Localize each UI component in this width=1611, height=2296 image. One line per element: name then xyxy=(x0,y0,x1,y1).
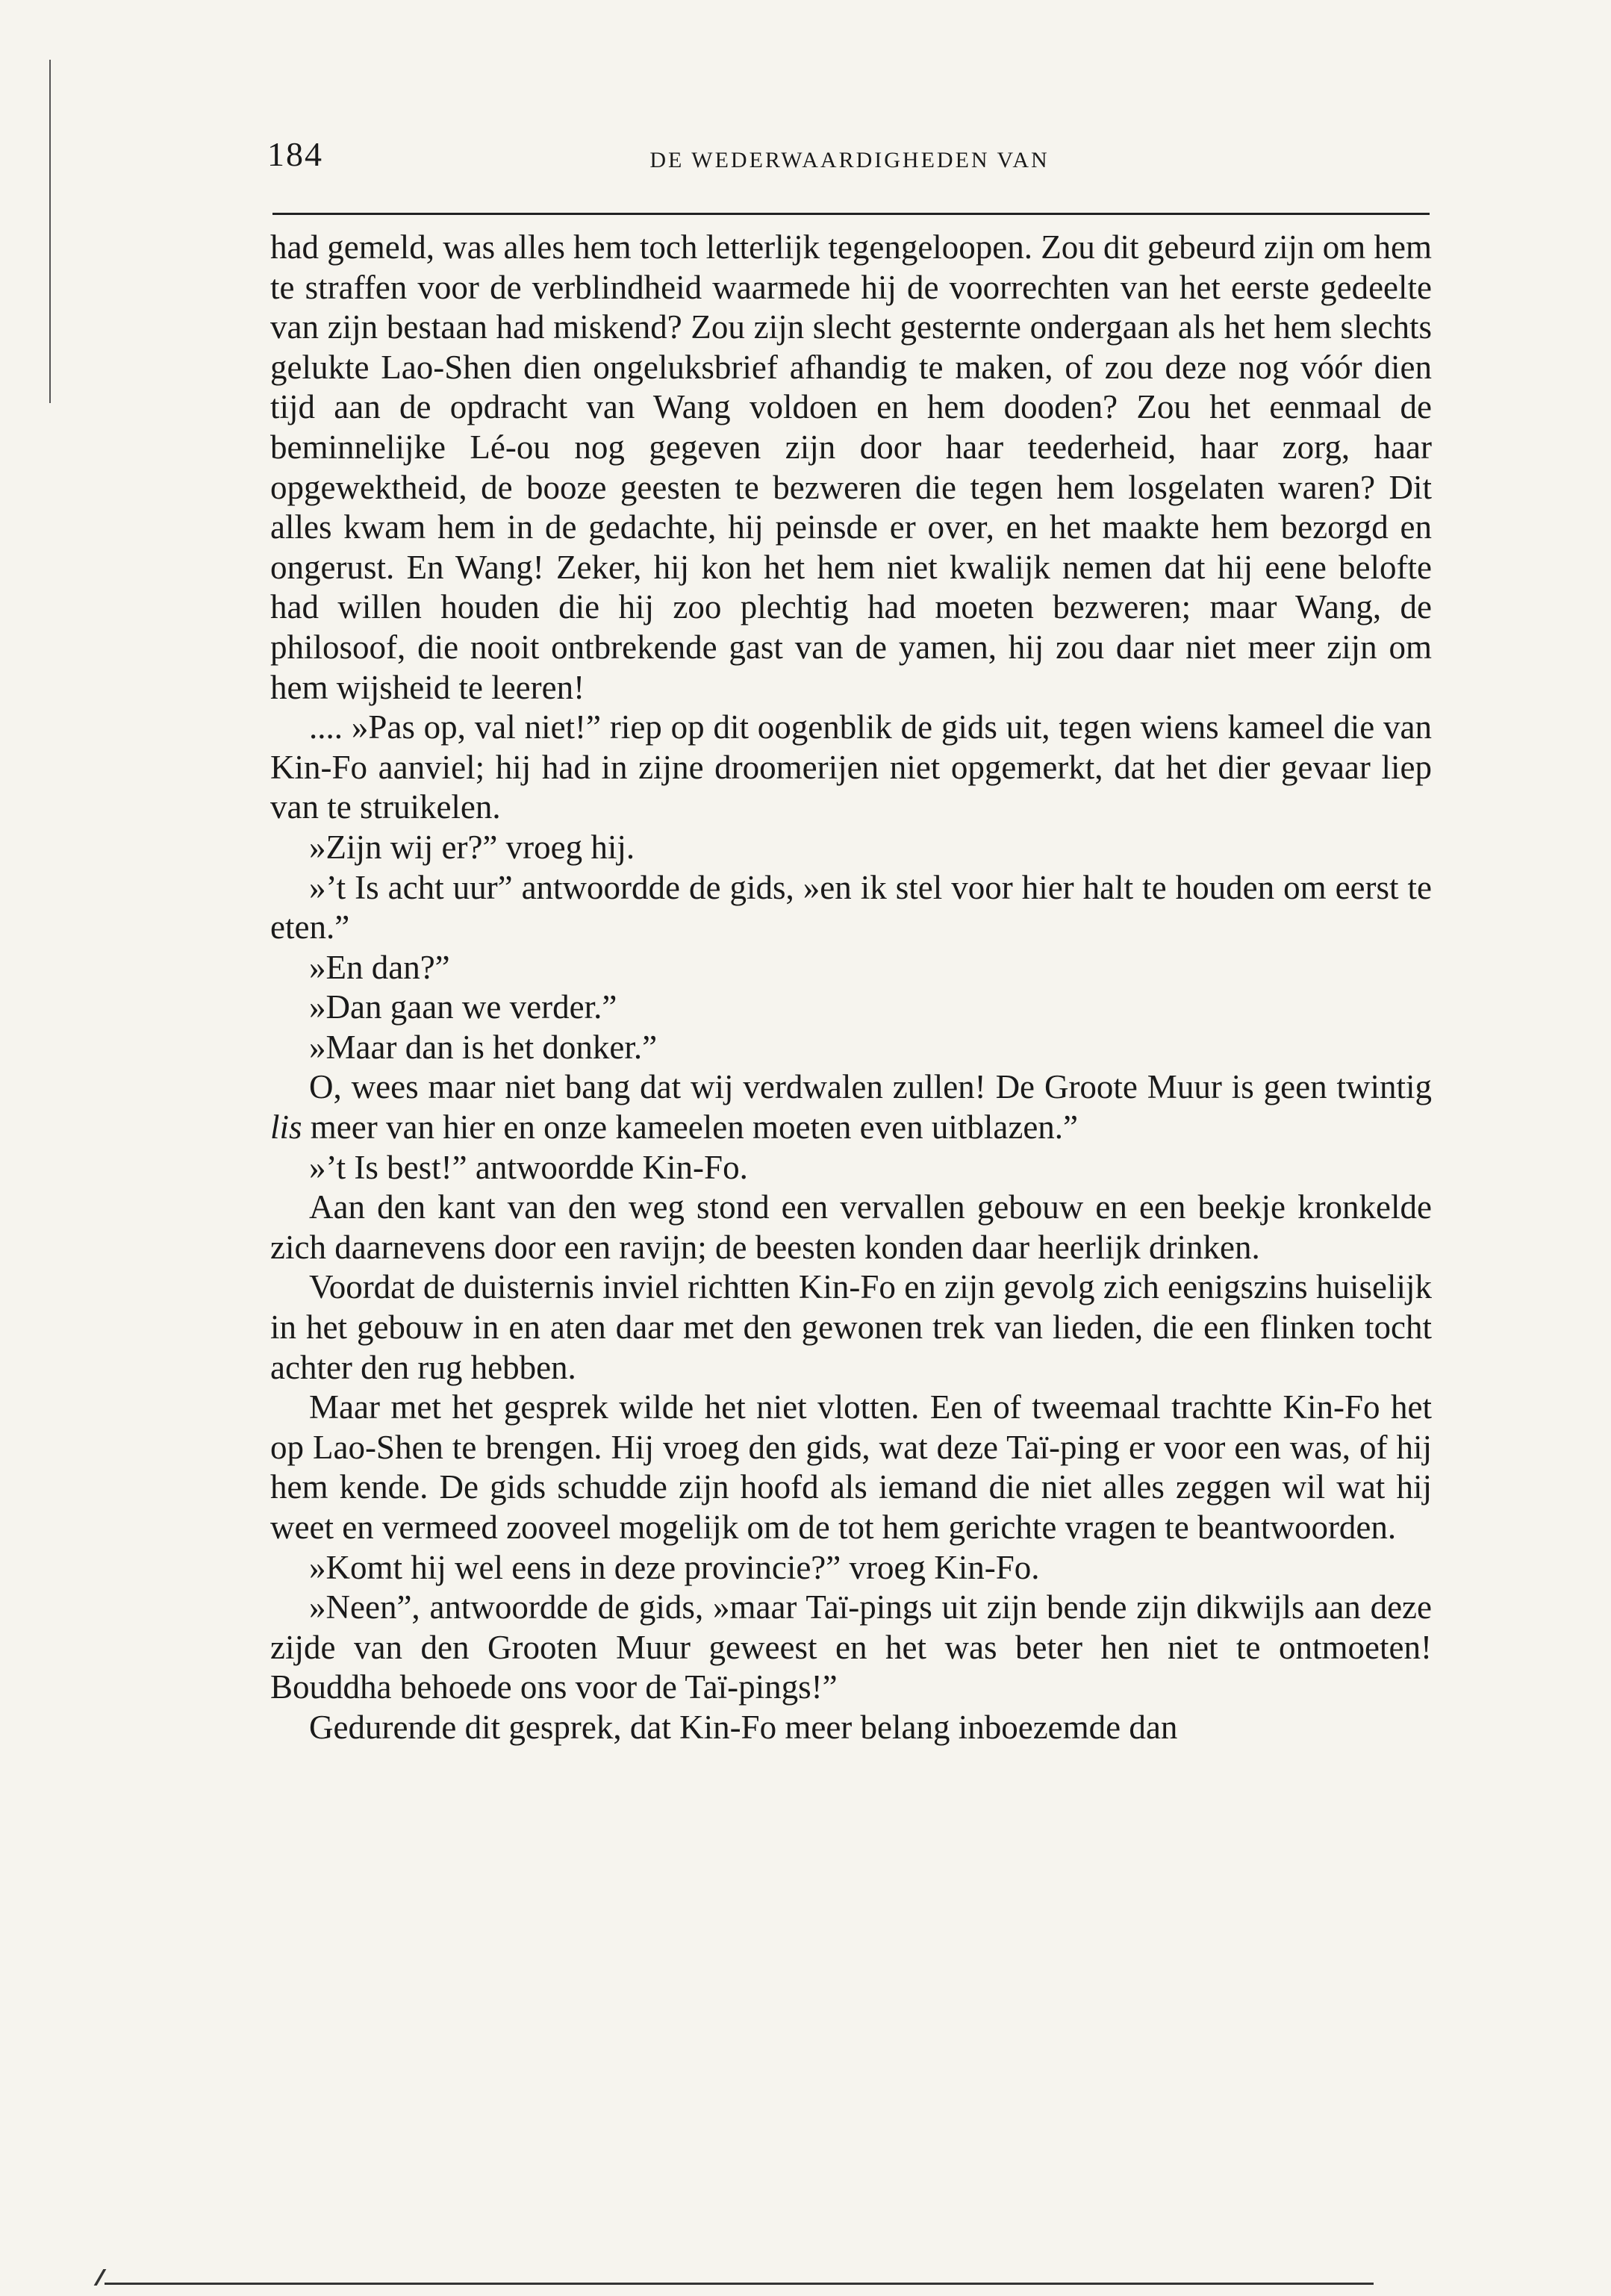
paragraph: »Dan gaan we verder.” xyxy=(309,988,617,1026)
paragraph: »Maar dan is het donker.” xyxy=(309,1028,658,1066)
body-text xyxy=(270,228,1432,1748)
paragraph: »Komt hij wel eens in deze provincie?” vroeg Kin-Fo. xyxy=(309,1548,1040,1586)
paragraph: Maar met het gesprek wilde het niet vlotten. Een of tweemaal trachtte Kin-Fo het op Lao-Shen te brengen. Hij vroeg den gids, wat deze Taï-ping er voor een was, of hij hem kende. De gids schudde zijn hoofd als iemand die niet alles zeggen wil wat hij weet en vermeed zooveel mogelijk om de tot hem gerichte vragen te beantwoorden. xyxy=(270,1388,1432,1546)
paragraph: »Neen”, antwoordde de gids, »maar Taï-pings uit zijn bende zijn dikwijls aan deze zijde van den Grooten Muur geweest en het was beter hen niet te ontmoeten! Bouddha behoede ons voor de Taï-pings!” xyxy=(270,1588,1432,1706)
italic-term: lis xyxy=(270,1108,302,1147)
left-margin-line xyxy=(49,60,51,403)
paragraph: »En dan?” xyxy=(309,948,450,986)
paragraph: »Zijn wij er?” vroeg hij. xyxy=(309,828,635,866)
page-header xyxy=(267,134,1432,179)
paragraph-text: O, wees maar niet bang dat wij verdwalen zullen! De Groote Muur is geen twintig xyxy=(309,1068,1432,1106)
page-number: 184 xyxy=(267,135,323,173)
bottom-edge-line xyxy=(105,2283,1374,2285)
paragraph: »’t Is acht uur” antwoordde de gids, »en ik stel voor hier halt te houden om eerst te eten.” xyxy=(270,868,1432,946)
paragraph: Gedurende dit gesprek, dat Kin-Fo meer belang inboezemde dan xyxy=(309,1708,1178,1746)
running-title: DE WEDERWAARDIGHEDEN VAN xyxy=(649,148,1050,172)
header-rule xyxy=(272,213,1430,215)
paragraph: had gemeld, was alles hem toch letterlijk tegengeloopen. Zou dit gebeurd zijn om hem te straffen voor de verblindheid waarmede hij de voorrechten van het eerste gedeelte van zijn bestaan had miskend? Zou zijn slecht gesternte ondergaan als het hem slechts gelukte Lao-Shen dien ongeluksbrief afhandig te maken, of zou deze nog vóór dien tijd aan de opdracht van Wang voldoen en hem dooden? Zou het eenmaal de beminnelijke Lé-ou nog gegeven zijn door haar teederheid, haar zorg, haar opgewektheid, de booze geesten te bezweren die tegen hem losgelaten waren? Dit alles kwam hem in de gedachte, hij peinsde er over, en het maakte hem bezorgd en ongerust. En Wang! Zeker, hij kon het hem niet kwalijk nemen dat hij eene belofte had willen houden die hij zoo plechtig had moeten bezweren; maar Wang, de philosoof, die nooit ontbrekende gast van de yamen, hij zou daar niet meer zijn om hem wijsheid te leeren! xyxy=(270,228,1432,706)
paragraph xyxy=(270,1067,1432,1147)
paragraph: .... »Pas op, val niet!” riep op dit oogenblik de gids uit, tegen wiens kameel die van Kin-Fo aanviel; hij had in zijne droomerijen niet opgemerkt, dat het dier gevaar liep van te struikelen. xyxy=(270,708,1432,826)
paragraph: »’t Is best!” antwoordde Kin-Fo. xyxy=(309,1148,748,1186)
paragraph: Voordat de duisternis inviel richtten Kin-Fo en zijn gevolg zich eenigszins huiselijk in het gebouw in en aten daar met den gewonen trek van lieden, die een flinken tocht achter den rug hebben. xyxy=(270,1268,1432,1386)
paragraph: Aan den kant van den weg stond een vervallen gebouw en een beekje kronkelde zich daarnevens door een ravijn; de beesten konden daar heerlijk drinken. xyxy=(270,1188,1432,1266)
paragraph-text: meer van hier en onze kameelen moeten even uitblazen.” xyxy=(302,1108,1079,1147)
